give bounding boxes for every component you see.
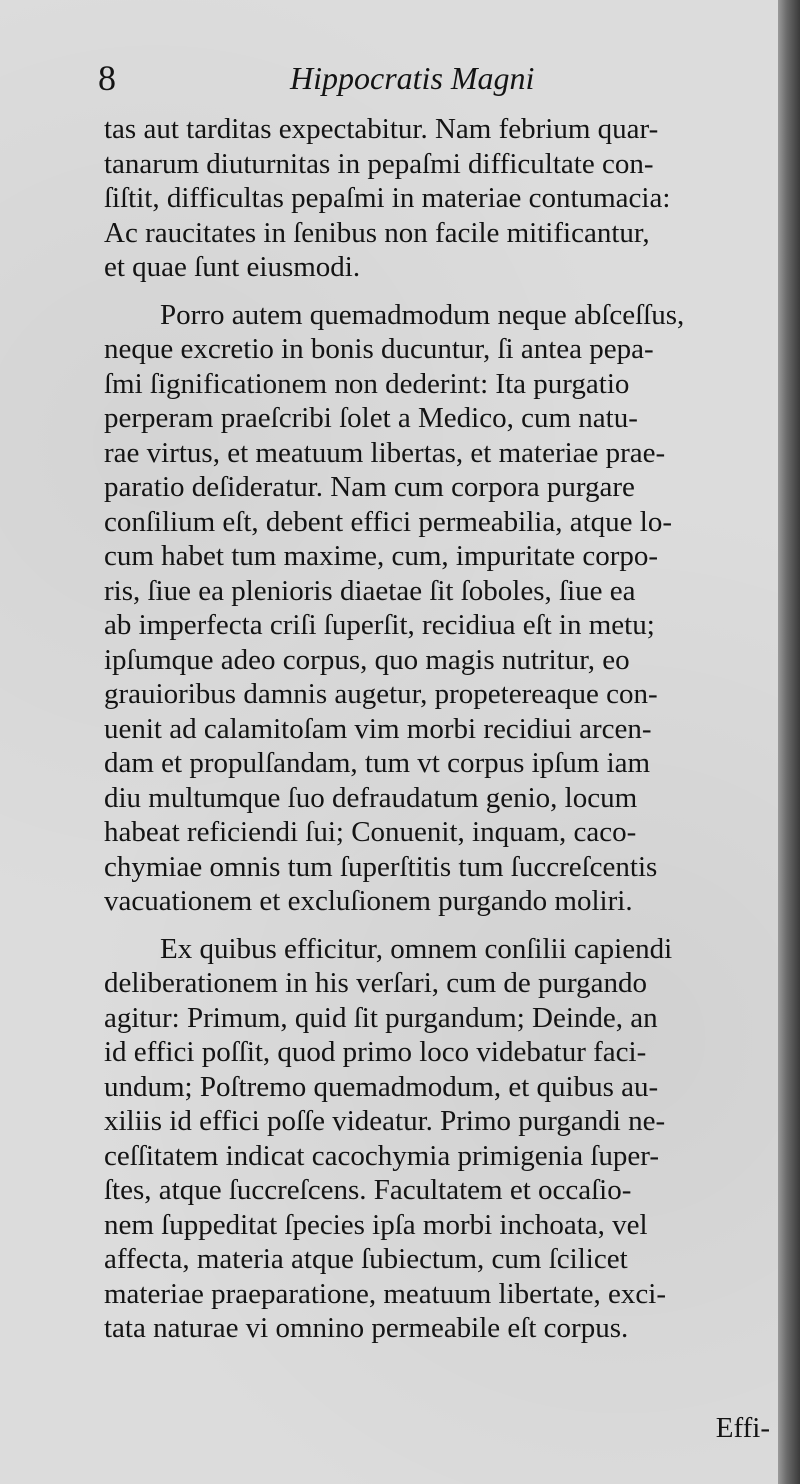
body-text <box>104 112 768 1346</box>
text-line: conſilium eſt, debent effici permeabilia, atque lo- <box>104 505 672 538</box>
text-line: perperam praeſcribi ſolet a Medico, cum natu- <box>104 402 638 434</box>
text-line: affecta, materia atque ſubiectum, cum ſcilicet <box>104 1243 628 1275</box>
text-line: uenit ad calamitoſam vim morbi recidiui arcen- <box>104 712 652 745</box>
catchword: Effi- <box>715 1412 770 1444</box>
text-line: vacuationem et excluſionem purgando moliri. <box>104 885 633 917</box>
text-line: rae virtus, et meatuum libertas, et materiae prae- <box>104 436 666 469</box>
text-line: tas aut tarditas expectabitur. Nam febrium quar- <box>104 113 659 145</box>
running-head: Hippocratis Magni <box>290 60 535 96</box>
book-gutter-shadow <box>778 0 800 1484</box>
text-line: paratio deſideratur. Nam cum corpora purgare <box>104 471 635 503</box>
paragraph-2 <box>104 298 768 919</box>
text-line: undum; Poſtremo quemadmodum, et quibus au- <box>104 1070 659 1103</box>
page-header <box>98 52 758 104</box>
paragraph-3 <box>104 932 768 1346</box>
text-line: ab imperfecta criſi ſuperſit, recidiua eſt in metu; <box>104 609 655 641</box>
text-line: xiliis id effici poſſe videatur. Primo purgandi ne- <box>104 1105 666 1137</box>
text-line: grauioribus damnis augetur, propetereaque con- <box>104 678 658 710</box>
text-line: materiae praeparatione, meatuum libertate, exci- <box>104 1277 666 1310</box>
text-line: Ex quibus efficitur, omnem conſilii capiendi <box>160 932 673 965</box>
text-line: ris, ſiue ea plenioris diaetae ſit ſoboles, ſiue ea <box>104 574 636 607</box>
text-line: neque excretio in bonis ducuntur, ſi antea pepa- <box>104 333 654 365</box>
paragraph-1 <box>104 112 768 285</box>
text-line: tata naturae vi omnino permeabile eſt corpus. <box>104 1312 629 1344</box>
text-line: ipſumque adeo corpus, quo magis nutritur, eo <box>104 643 630 676</box>
text-line: et quae ſunt eiusmodi. <box>104 251 361 283</box>
text-line: agitur: Primum, quid ſit purgandum; Deinde, an <box>104 1001 658 1034</box>
text-line: ſtes, atque ſuccreſcens. Facultatem et occaſio- <box>104 1174 632 1206</box>
text-line: id effici poſſit, quod primo loco videbatur faci- <box>104 1036 647 1068</box>
page-number: 8 <box>98 58 116 98</box>
text-line: Ac raucitates in ſenibus non facile mitificantur, <box>104 216 650 249</box>
text-line: Porro autem quemadmodum neque abſceſſus, <box>160 298 685 331</box>
text-line: nem ſuppeditat ſpecies ipſa morbi inchoata, vel <box>104 1208 648 1241</box>
text-line: chymiae omnis tum ſuperſtitis tum ſuccreſcentis <box>104 850 658 883</box>
text-line: tanarum diuturnitas in pepaſmi difficultate con- <box>104 147 654 180</box>
text-line: ceſſitatem indicat cacochymia primigenia ſuper- <box>104 1139 660 1172</box>
text-line: deliberationem in his verſari, cum de purgando <box>104 967 648 999</box>
text-line: ſmi ſignificationem non dederint: Ita purgatio <box>104 367 630 400</box>
text-line: diu multumque ſuo defraudatum genio, locum <box>104 781 638 814</box>
text-line: ſiſtit, difficultas pepaſmi in materiae contumacia: <box>104 182 671 214</box>
text-line: habeat reficiendi ſui; Conuenit, inquam, caco- <box>104 816 637 848</box>
text-line: cum habet tum maxime, cum, impuritate corpo- <box>104 540 659 572</box>
text-line: dam et propulſandam, tum vt corpus ipſum iam <box>104 747 651 779</box>
